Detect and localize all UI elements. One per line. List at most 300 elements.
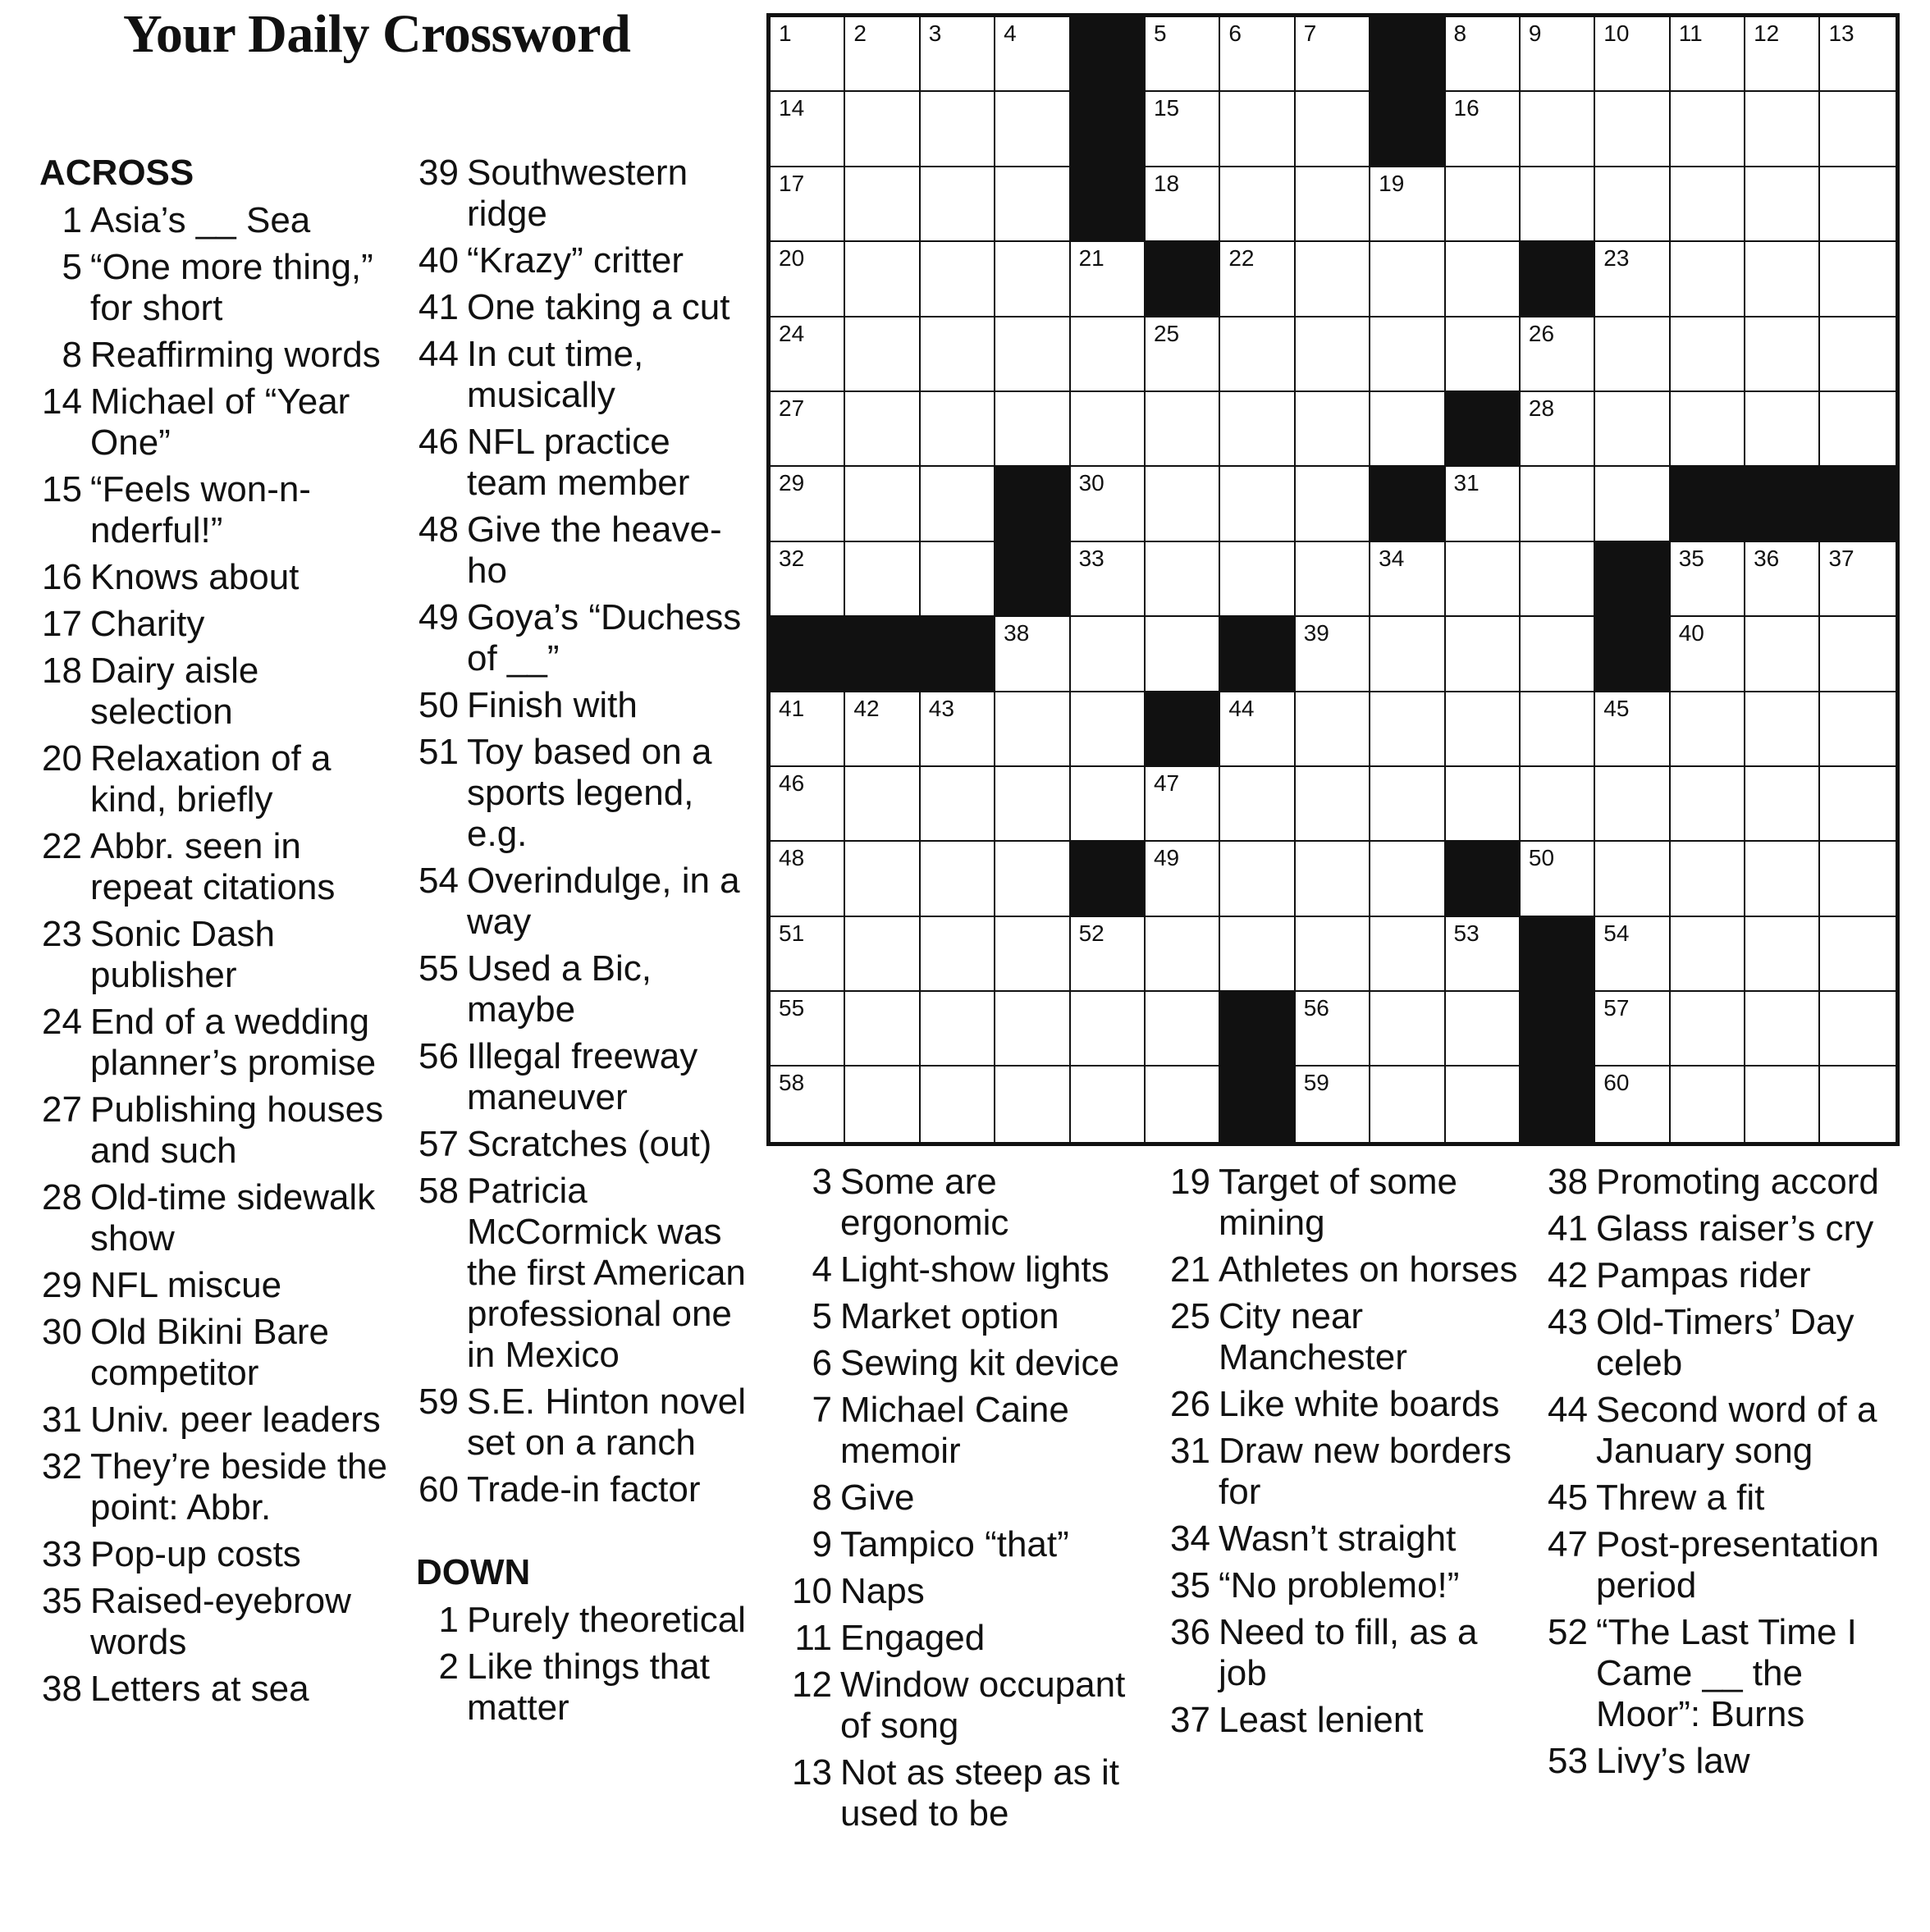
- black-square: [845, 617, 920, 692]
- clue-number: 57: [418, 1124, 459, 1164]
- cell-number: 26: [1528, 320, 1555, 346]
- grid-cell[interactable]: [1595, 167, 1670, 242]
- across-clue[interactable]: [39, 1446, 392, 1528]
- grid-cell[interactable]: [1370, 692, 1445, 767]
- grid-cell[interactable]: [1220, 542, 1295, 617]
- grid-cell[interactable]: [1370, 392, 1445, 467]
- grid-cell[interactable]: [1370, 242, 1445, 317]
- cell-number: 13: [1828, 21, 1855, 46]
- across-clue[interactable]: [416, 597, 759, 679]
- grid-cell[interactable]: [1220, 317, 1295, 392]
- grid-cell[interactable]: [1595, 92, 1670, 167]
- grid-cell[interactable]: [921, 1066, 995, 1141]
- grid-cell[interactable]: [921, 842, 995, 916]
- grid-cell[interactable]: [1146, 467, 1220, 541]
- grid-cell[interactable]: [995, 392, 1070, 467]
- grid-cell[interactable]: [1220, 917, 1295, 992]
- grid-cell[interactable]: [1671, 692, 1745, 767]
- clue-text: Abbr. seen in repeat citations: [90, 826, 336, 907]
- across-clue[interactable]: [39, 1534, 392, 1575]
- grid-cell[interactable]: [771, 392, 845, 467]
- grid-cell[interactable]: [1296, 1066, 1370, 1141]
- across-clue[interactable]: [39, 826, 392, 908]
- grid-cell[interactable]: [845, 692, 920, 767]
- across-clue[interactable]: [416, 153, 759, 235]
- grid-cell[interactable]: [1296, 842, 1370, 916]
- grid-cell[interactable]: [771, 842, 845, 916]
- grid-cell[interactable]: [1820, 542, 1895, 617]
- grid-cell[interactable]: [1745, 692, 1820, 767]
- down-clue[interactable]: [1545, 1612, 1906, 1735]
- grid-cell[interactable]: [1820, 17, 1895, 92]
- grid-cell[interactable]: [921, 917, 995, 992]
- grid-cell[interactable]: [771, 917, 845, 992]
- across-clue[interactable]: [39, 381, 392, 464]
- down-clue[interactable]: [1168, 1384, 1529, 1425]
- grid-cell[interactable]: [771, 92, 845, 167]
- grid-cell[interactable]: [921, 167, 995, 242]
- grid-cell[interactable]: [1446, 467, 1521, 541]
- grid-cell[interactable]: [1146, 842, 1220, 916]
- grid-cell[interactable]: [1521, 92, 1595, 167]
- down-clue[interactable]: [1545, 1208, 1906, 1249]
- grid-cell[interactable]: [1446, 692, 1521, 767]
- down-clue[interactable]: [1545, 1255, 1906, 1296]
- grid-cell[interactable]: [1595, 842, 1670, 916]
- clue-text: Pampas rider: [1596, 1255, 1811, 1295]
- grid-cell[interactable]: [1071, 692, 1146, 767]
- down-clue[interactable]: [1545, 1162, 1906, 1203]
- down-clue[interactable]: [789, 1752, 1150, 1834]
- grid-cell[interactable]: [1671, 242, 1745, 317]
- grid-cell[interactable]: [921, 467, 995, 541]
- grid-cell[interactable]: [1146, 617, 1220, 692]
- clue-text: “Feels won-n-nderful!”: [90, 469, 311, 550]
- grid-cell[interactable]: [1820, 617, 1895, 692]
- clue-number: 29: [42, 1265, 82, 1305]
- grid-cell[interactable]: [1745, 1066, 1820, 1141]
- grid-cell[interactable]: [845, 392, 920, 467]
- down-clue[interactable]: [789, 1665, 1150, 1747]
- grid-cell[interactable]: [1745, 767, 1820, 842]
- grid-cell[interactable]: [1745, 92, 1820, 167]
- grid-cell[interactable]: [1296, 17, 1370, 92]
- grid-cell[interactable]: [995, 842, 1070, 916]
- grid-cell[interactable]: [1296, 467, 1370, 541]
- grid-cell[interactable]: [845, 992, 920, 1066]
- grid-cell[interactable]: [995, 167, 1070, 242]
- grid-cell[interactable]: [995, 317, 1070, 392]
- clue-text: One taking a cut: [467, 287, 730, 327]
- grid-cell[interactable]: [1146, 1066, 1220, 1141]
- grid-cell[interactable]: [921, 992, 995, 1066]
- grid-cell[interactable]: [921, 317, 995, 392]
- down-clue[interactable]: [1168, 1162, 1529, 1244]
- grid-cell[interactable]: [845, 1066, 920, 1141]
- grid-cell[interactable]: [1071, 917, 1146, 992]
- grid-cell[interactable]: [1296, 767, 1370, 842]
- grid-cell[interactable]: [845, 542, 920, 617]
- grid-cell[interactable]: [1745, 542, 1820, 617]
- across-clue[interactable]: [416, 1382, 759, 1464]
- clue-text: Sewing kit device: [840, 1343, 1119, 1383]
- grid-cell[interactable]: [1671, 542, 1745, 617]
- clue-number: 8: [812, 1478, 832, 1518]
- grid-cell[interactable]: [921, 767, 995, 842]
- grid-cell[interactable]: [1370, 767, 1445, 842]
- grid-cell[interactable]: [1220, 392, 1295, 467]
- grid-cell[interactable]: [1220, 17, 1295, 92]
- down-clue[interactable]: [1168, 1519, 1529, 1560]
- across-clue[interactable]: [416, 509, 759, 591]
- down-clue[interactable]: [416, 1647, 759, 1729]
- grid-cell[interactable]: [1595, 692, 1670, 767]
- grid-cell[interactable]: [1671, 392, 1745, 467]
- grid-cell[interactable]: [771, 992, 845, 1066]
- grid-cell[interactable]: [1671, 842, 1745, 916]
- down-clue[interactable]: [789, 1162, 1150, 1244]
- grid-cell[interactable]: [1671, 17, 1745, 92]
- across-clue[interactable]: [39, 1265, 392, 1306]
- grid-cell[interactable]: [1296, 317, 1370, 392]
- across-clue[interactable]: [416, 685, 759, 726]
- grid-cell[interactable]: [845, 17, 920, 92]
- grid-cell[interactable]: [1370, 167, 1445, 242]
- grid-cell[interactable]: [1671, 317, 1745, 392]
- clue-text: Finish with: [467, 685, 638, 725]
- across-clue[interactable]: [39, 738, 392, 820]
- grid-cell[interactable]: [1146, 992, 1220, 1066]
- grid-cell[interactable]: [1296, 542, 1370, 617]
- grid-cell[interactable]: [1296, 617, 1370, 692]
- grid-cell[interactable]: [1370, 617, 1445, 692]
- grid-cell[interactable]: [1146, 317, 1220, 392]
- down-clue[interactable]: [789, 1343, 1150, 1384]
- grid-cell[interactable]: [1745, 242, 1820, 317]
- grid-cell[interactable]: [845, 767, 920, 842]
- across-clue[interactable]: [416, 422, 759, 504]
- across-clue[interactable]: [39, 1002, 392, 1084]
- down-clue[interactable]: [1168, 1296, 1529, 1378]
- grid-cell[interactable]: [1446, 1066, 1521, 1141]
- across-clue[interactable]: [416, 861, 759, 943]
- clue-text: Pop-up costs: [90, 1534, 301, 1574]
- grid-cell[interactable]: [1745, 917, 1820, 992]
- grid-cell[interactable]: [1671, 992, 1745, 1066]
- grid-cell[interactable]: [921, 17, 995, 92]
- grid-cell[interactable]: [1446, 617, 1521, 692]
- grid-cell[interactable]: [1820, 317, 1895, 392]
- down-clue[interactable]: [1168, 1249, 1529, 1290]
- clue-text: Need to fill, as a job: [1219, 1612, 1478, 1693]
- grid-cell[interactable]: [1446, 92, 1521, 167]
- across-clue[interactable]: [39, 1312, 392, 1394]
- down-clue[interactable]: [789, 1478, 1150, 1519]
- grid-cell[interactable]: [1220, 92, 1295, 167]
- grid-cell[interactable]: [1820, 92, 1895, 167]
- grid-cell[interactable]: [995, 692, 1070, 767]
- cell-number: 45: [1603, 695, 1630, 721]
- grid-cell[interactable]: [995, 992, 1070, 1066]
- grid-cell[interactable]: [1071, 992, 1146, 1066]
- grid-cell[interactable]: [995, 17, 1070, 92]
- grid-cell[interactable]: [1595, 467, 1670, 541]
- grid-cell[interactable]: [1296, 692, 1370, 767]
- grid-cell[interactable]: [845, 242, 920, 317]
- grid-cell[interactable]: [1146, 767, 1220, 842]
- grid-cell[interactable]: [1446, 167, 1521, 242]
- across-clue[interactable]: [39, 651, 392, 733]
- down-clue[interactable]: [789, 1390, 1150, 1472]
- grid-cell[interactable]: [1521, 467, 1595, 541]
- clue-text: Livy’s law: [1596, 1741, 1750, 1781]
- grid-cell[interactable]: [1146, 17, 1220, 92]
- grid-cell[interactable]: [1220, 167, 1295, 242]
- grid-cell[interactable]: [845, 167, 920, 242]
- down-clue[interactable]: [789, 1571, 1150, 1612]
- grid-cell[interactable]: [771, 1066, 845, 1141]
- across-clue[interactable]: [39, 604, 392, 645]
- grid-cell[interactable]: [1595, 767, 1670, 842]
- grid-cell[interactable]: [1146, 92, 1220, 167]
- grid-cell[interactable]: [1370, 542, 1445, 617]
- black-square: [995, 542, 1070, 617]
- grid-cell[interactable]: [1071, 467, 1146, 541]
- grid-cell[interactable]: [1296, 167, 1370, 242]
- grid-cell[interactable]: [921, 92, 995, 167]
- grid-cell[interactable]: [1446, 542, 1521, 617]
- grid-cell[interactable]: [1671, 917, 1745, 992]
- grid-cell[interactable]: [1446, 242, 1521, 317]
- grid-cell[interactable]: [1521, 767, 1595, 842]
- grid-cell[interactable]: [771, 167, 845, 242]
- grid-cell[interactable]: [1820, 242, 1895, 317]
- grid-cell[interactable]: [1595, 392, 1670, 467]
- grid-cell[interactable]: [1521, 167, 1595, 242]
- grid-cell[interactable]: [771, 692, 845, 767]
- clue-text: Wasn’t straight: [1219, 1519, 1457, 1559]
- grid-cell[interactable]: [1745, 842, 1820, 916]
- grid-cell[interactable]: [1671, 167, 1745, 242]
- grid-cell[interactable]: [1745, 17, 1820, 92]
- grid-cell[interactable]: [1820, 1066, 1895, 1141]
- clue-text: End of a wedding planner’s promise: [90, 1002, 377, 1083]
- grid-cell[interactable]: [1146, 167, 1220, 242]
- across-clue[interactable]: [39, 1400, 392, 1441]
- across-clue[interactable]: [416, 732, 759, 855]
- cell-number: 59: [1303, 1070, 1329, 1096]
- grid-cell[interactable]: [1595, 242, 1670, 317]
- grid-cell[interactable]: [1296, 917, 1370, 992]
- down-clue[interactable]: [1545, 1302, 1906, 1384]
- clue-number: 28: [42, 1177, 82, 1217]
- grid-cell[interactable]: [1296, 992, 1370, 1066]
- grid-cell[interactable]: [1146, 392, 1220, 467]
- across-clue[interactable]: [39, 557, 392, 598]
- grid-cell[interactable]: [995, 1066, 1070, 1141]
- grid-cell[interactable]: [1071, 542, 1146, 617]
- grid-cell[interactable]: [1820, 767, 1895, 842]
- across-clue[interactable]: [416, 334, 759, 416]
- grid-cell[interactable]: [1220, 842, 1295, 916]
- grid-cell[interactable]: [1296, 392, 1370, 467]
- grid-cell[interactable]: [845, 92, 920, 167]
- grid-cell[interactable]: [1671, 767, 1745, 842]
- grid-cell[interactable]: [1521, 542, 1595, 617]
- grid-cell[interactable]: [1370, 992, 1445, 1066]
- grid-cell[interactable]: [1370, 917, 1445, 992]
- grid-cell[interactable]: [1820, 842, 1895, 916]
- across-clue[interactable]: [416, 948, 759, 1030]
- grid-cell[interactable]: [995, 617, 1070, 692]
- grid-cell[interactable]: [995, 917, 1070, 992]
- clue-text: Patricia McCormick was the first American professional one in Mexico: [467, 1171, 746, 1375]
- across-heading: ACROSS: [39, 153, 194, 193]
- grid-cell[interactable]: [1521, 692, 1595, 767]
- grid-cell[interactable]: [921, 242, 995, 317]
- grid-cell[interactable]: [1820, 167, 1895, 242]
- grid-cell[interactable]: [1220, 242, 1295, 317]
- clue-text: Univ. peer leaders: [90, 1400, 381, 1440]
- grid-cell[interactable]: [1521, 842, 1595, 916]
- cell-number: 15: [1153, 95, 1180, 121]
- cell-number: 42: [853, 695, 880, 721]
- grid-cell[interactable]: [1370, 1066, 1445, 1141]
- grid-cell[interactable]: [1220, 467, 1295, 541]
- down-clue[interactable]: [789, 1524, 1150, 1565]
- grid-cell[interactable]: [845, 842, 920, 916]
- grid-cell[interactable]: [1220, 767, 1295, 842]
- grid-cell[interactable]: [1446, 917, 1521, 992]
- grid-cell[interactable]: [845, 467, 920, 541]
- grid-cell[interactable]: [1521, 17, 1595, 92]
- across-clue[interactable]: [416, 1124, 759, 1165]
- grid-cell[interactable]: [1146, 542, 1220, 617]
- across-clue[interactable]: [39, 1177, 392, 1259]
- grid-cell[interactable]: [1296, 242, 1370, 317]
- grid-cell[interactable]: [1745, 167, 1820, 242]
- grid-cell[interactable]: [1071, 1066, 1146, 1141]
- grid-cell[interactable]: [1446, 17, 1521, 92]
- across-clue[interactable]: [39, 247, 392, 329]
- grid-cell[interactable]: [1671, 617, 1745, 692]
- down-clue[interactable]: [1545, 1524, 1906, 1606]
- grid-cell[interactable]: [1595, 1066, 1670, 1141]
- grid-cell[interactable]: [995, 92, 1070, 167]
- grid-cell[interactable]: [1071, 317, 1146, 392]
- grid-cell[interactable]: [771, 467, 845, 541]
- grid-cell[interactable]: [1671, 1066, 1745, 1141]
- grid-cell[interactable]: [1745, 317, 1820, 392]
- grid-cell[interactable]: [1595, 17, 1670, 92]
- grid-cell[interactable]: [1745, 392, 1820, 467]
- grid-cell[interactable]: [1745, 617, 1820, 692]
- grid-cell[interactable]: [845, 917, 920, 992]
- grid-cell[interactable]: [1071, 392, 1146, 467]
- clue-text: Trade-in factor: [467, 1469, 701, 1510]
- across-clue[interactable]: [416, 287, 759, 328]
- clue-text: Give: [840, 1478, 915, 1518]
- across-clue[interactable]: [39, 1669, 392, 1710]
- grid-cell[interactable]: [771, 767, 845, 842]
- grid-cell[interactable]: [1446, 767, 1521, 842]
- across-clue[interactable]: [416, 240, 759, 281]
- across-clue[interactable]: [39, 200, 392, 241]
- across-clue[interactable]: [39, 1581, 392, 1663]
- across-clue[interactable]: [39, 469, 392, 551]
- across-clue[interactable]: [39, 914, 392, 996]
- clue-text: They’re beside the point: Abbr.: [90, 1446, 387, 1528]
- across-clue[interactable]: [39, 335, 392, 376]
- across-clue[interactable]: [416, 1171, 759, 1376]
- clue-text: Second word of a January song: [1596, 1390, 1877, 1471]
- grid-cell[interactable]: [1071, 617, 1146, 692]
- down-clue[interactable]: [1545, 1390, 1906, 1472]
- grid-cell[interactable]: [1446, 317, 1521, 392]
- down-clue[interactable]: [1168, 1700, 1529, 1741]
- grid-cell[interactable]: [1521, 617, 1595, 692]
- grid-cell[interactable]: [845, 317, 920, 392]
- grid-cell[interactable]: [1820, 392, 1895, 467]
- grid-cell[interactable]: [1071, 767, 1146, 842]
- clue-number: 1: [438, 1600, 459, 1640]
- grid-cell[interactable]: [1370, 842, 1445, 916]
- clue-text: Charity: [90, 604, 205, 644]
- clue-text: Threw a fit: [1596, 1478, 1765, 1518]
- grid-cell[interactable]: [1521, 317, 1595, 392]
- down-clue[interactable]: [416, 1600, 759, 1641]
- grid-cell[interactable]: [1296, 92, 1370, 167]
- down-clue[interactable]: [1168, 1565, 1529, 1606]
- grid-cell[interactable]: [771, 542, 845, 617]
- grid-cell[interactable]: [1820, 692, 1895, 767]
- clue-number: 15: [42, 469, 82, 509]
- down-clue[interactable]: [1168, 1612, 1529, 1694]
- grid-cell[interactable]: [921, 542, 995, 617]
- grid-cell[interactable]: [1521, 392, 1595, 467]
- down-clue[interactable]: [1545, 1478, 1906, 1519]
- across-clue[interactable]: [39, 1089, 392, 1172]
- down-clue[interactable]: [789, 1618, 1150, 1659]
- grid-cell[interactable]: [1745, 992, 1820, 1066]
- down-clue[interactable]: [789, 1296, 1150, 1337]
- clue-number: 58: [418, 1171, 459, 1211]
- down-clue[interactable]: [1545, 1741, 1906, 1782]
- grid-cell[interactable]: [1595, 317, 1670, 392]
- grid-cell[interactable]: [1446, 992, 1521, 1066]
- grid-cell[interactable]: [921, 692, 995, 767]
- grid-cell[interactable]: [771, 317, 845, 392]
- across-clue[interactable]: [416, 1469, 759, 1510]
- grid-cell[interactable]: [1595, 992, 1670, 1066]
- grid-cell[interactable]: [1820, 992, 1895, 1066]
- grid-cell[interactable]: [995, 242, 1070, 317]
- grid-cell[interactable]: [771, 242, 845, 317]
- down-clue[interactable]: [1168, 1431, 1529, 1513]
- grid-cell[interactable]: [921, 392, 995, 467]
- grid-cell[interactable]: [1146, 917, 1220, 992]
- across-clue[interactable]: [416, 1036, 759, 1118]
- grid-cell[interactable]: [771, 17, 845, 92]
- grid-cell[interactable]: [1220, 692, 1295, 767]
- grid-cell[interactable]: [1671, 92, 1745, 167]
- grid-cell[interactable]: [995, 767, 1070, 842]
- grid-cell[interactable]: [1595, 917, 1670, 992]
- grid-cell[interactable]: [1071, 242, 1146, 317]
- down-clue[interactable]: [789, 1249, 1150, 1290]
- grid-cell[interactable]: [1820, 917, 1895, 992]
- grid-cell[interactable]: [1370, 317, 1445, 392]
